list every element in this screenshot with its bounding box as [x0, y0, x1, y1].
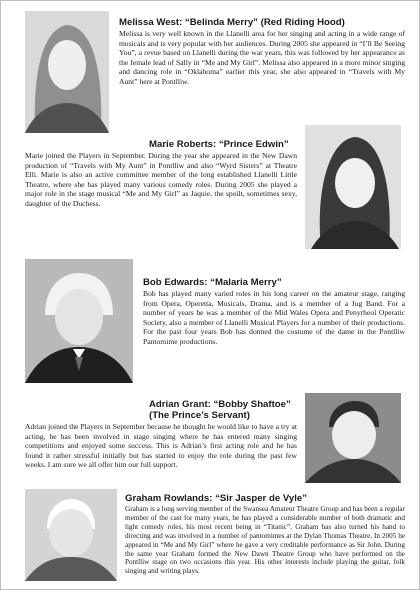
marie-roberts-name: Marie Roberts: “Prince Edwin” — [149, 139, 289, 150]
melissa-west-name: Melissa West: “Belinda Merry” (Red Riding Hood) — [119, 17, 345, 28]
melissa-west-photo — [25, 11, 109, 133]
graham-rowlands-bio: Graham is a long serving member of the Swansea Amateur Theatre Group and has been a regular member of the cast for many years, he has played a considerable number of both dramatic and light comedy roles, his most recent being in “Titanic”. Graham has also turned his hand to directing and was involved in a number of pantomimes at the Dylan Thomas Theatre. In 2005 he appeared in “Me and My Girl” where he gave a very creditable performance as Sir John. During the same year Graham formed the New Dawn Theatre Group who have performed on the Pontlliw stage on two occasions this year. His other interests include playing the guitar, folk singing and writing plays. — [125, 505, 405, 576]
graham-rowlands-name: Graham Rowlands: “Sir Jasper de Vyle” — [125, 493, 307, 504]
graham-rowlands-photo — [25, 489, 117, 581]
melissa-west-section — [119, 17, 405, 87]
bob-edwards-section — [143, 277, 405, 347]
marie-roberts-bio: Marie joined the Players in September. During the year she appeared in the New Dawn production of “Travels with My Aunt” in Pontlliw and also “Wyrd Sisters” at Theatre Elli. Marie is also an active committee member of the long established Llanelli Little Theatre, where she has played many various comedy roles. During 2005 she played a major role in the stage musical “Me and My Girl” as Jaquie, the spoilt, sometimes sexy, daughter of the Duchess. — [25, 151, 297, 208]
adrian-grant-name: Adrian Grant: “Bobby Shaftoe” (The Prince’s Servant) — [149, 399, 291, 421]
bob-edwards-name: Bob Edwards: “Malaria Merry” — [143, 277, 282, 288]
marie-roberts-section — [25, 139, 297, 209]
bob-edwards-bio: Bob has played many varied roles in his long career on the amateur stage, ranging from Opera, Operetta, Musicals, Drama, and is a member of a Jug Band. For a number of years he was a member of the Mid Wales Opera and Penyrheol Operatic Society, also a member of Llanelli Musical Players for a number of their productions. For the past four years Bob has donned the costume of the dame in the Pontlliw Pantomime productions. — [143, 289, 405, 346]
bob-edwards-photo — [25, 259, 133, 383]
marie-roberts-photo — [305, 125, 401, 249]
graham-rowlands-section — [125, 493, 405, 576]
adrian-grant-bio: Adrian joined the Players in September because he thought he would like to have a try at acting, he has been involved in stage singing where he has entered many singing competitions and enjoyed some success. This is Adrian’s first acting role and he has found it rather stressful initially but has started to enjoy the role during the past few weeks. I am sure we all offer him our full support. — [25, 422, 297, 470]
melissa-west-bio: Melissa is very well known in the Llanelli area for her singing and acting in a wide range of musicals and is very popular with her audiences. During 2005 she appeared in “I’ll Be Seeing You”, a revue based on Llanelli during the war years, this was followed by her appearance as the female lead of Sally in “Me and My Girl”. Melissa also appeared in a more minor singing and dancing role in “Oklahoma” earlier this year, she also appeared in “Travels with My Aunt” here at Pontlliw. — [119, 29, 405, 86]
adrian-grant-photo — [305, 393, 401, 483]
adrian-grant-section — [25, 399, 297, 470]
